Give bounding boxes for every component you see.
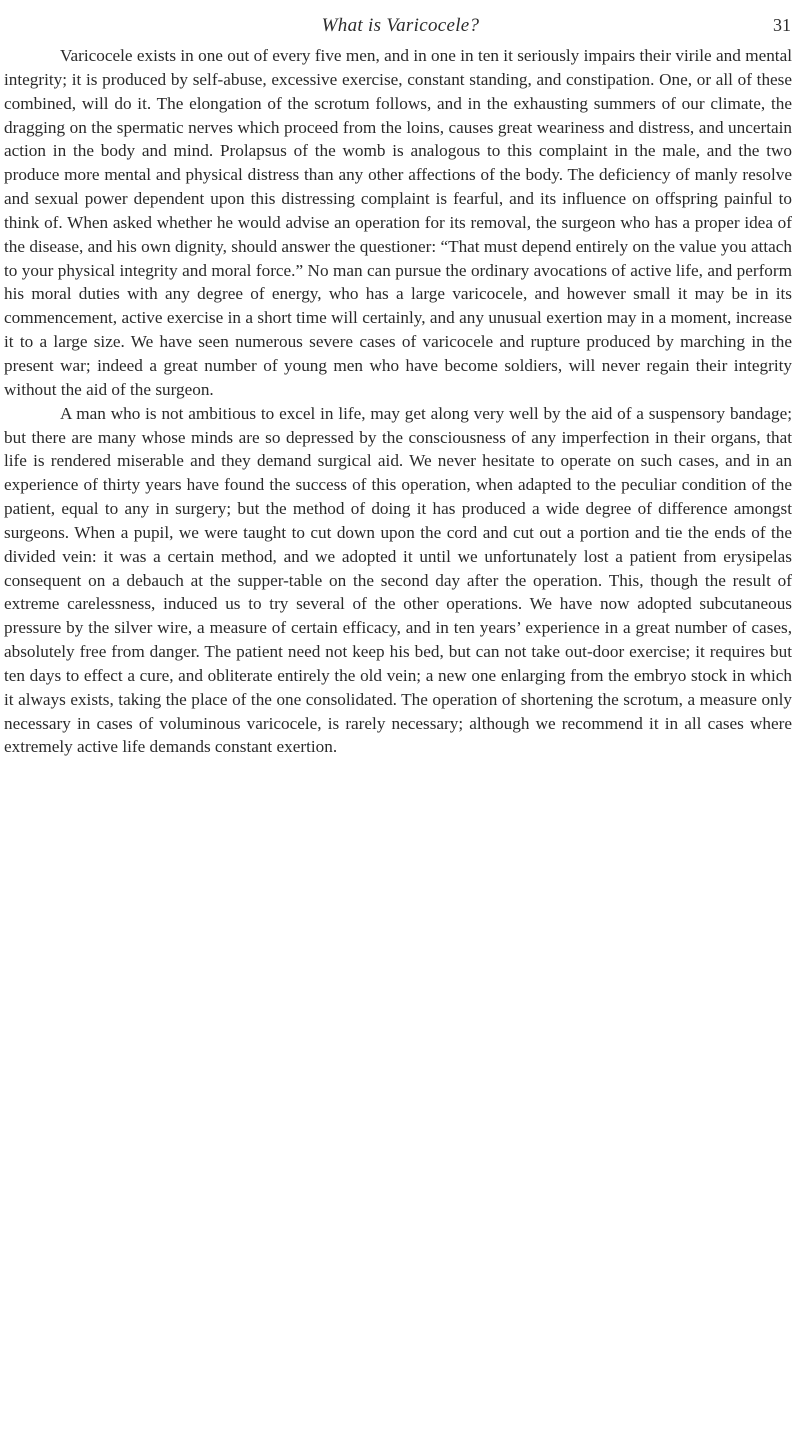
paragraph: Varicocele exists in one out of every five men, and in one in ten it seriously impairs their virile and mental integrity; it is produced by self-abuse, excessive exercise, constant standing, and constipation. One, or all of these combined, will do it. The elongation of the scrotum follows, and in the exhausting summers of our climate, the dragging on the spermatic nerves which proceed from the loins, causes great weariness and distress, and uncertain action in the body and mind. Prolapsus of the womb is analogous to this complaint in the male, and the two produce more mental and physical distress than any other affections of the body. The deficiency of manly resolve and sexual power dependent upon this distressing complaint is fearful, and its influence on offspring painful to think of. When asked whether he would advise an operation for its removal, the surgeon who has a proper idea of the disease, and his own dignity, should answer the questioner: “That must depend entirely on the value you attach to your physical integrity and moral force.” No man can pursue the ordinary avocations of active life, and perform his moral duties with any degree of energy, who has a large varicocele, and however small it may be in its commencement, active exercise in a short time will certainly, and any unusual exertion may in a moment, increase it to a large size. We have seen numerous severe cases of varicocele and rupture produced by marching in the present war; indeed a great number of young men who have become soldiers, will never regain their integrity without the aid of the surgeon. <box>4 46 792 399</box>
running-head <box>0 14 801 38</box>
body-text <box>4 44 792 759</box>
page-number: 31 <box>773 15 791 35</box>
paragraph: A man who is not ambitious to excel in life, may get along very well by the aid of a suspensory bandage; but there are many whose minds are so depressed by the consciousness of any imperfection in their organs, that life is rendered miserable and they demand surgical aid. We never hesitate to operate on such cases, and in an experience of thirty years have found the success of this operation, when adapted to the peculiar condition of the patient, equal to any in surgery; but the method of doing it has produced a wide degree of difference amongst surgeons. When a pupil, we were taught to cut down upon the cord and cut out a portion and tie the ends of the divided vein: it was a certain method, and we adopted it until we unfortunately lost a patient from erysipelas consequent on a debauch at the supper-table on the second day after the operation. This, though the result of extreme carelessness, induced us to try several of the other operations. We have now adopted subcutaneous pressure by the silver wire, a measure of certain efficacy, and in ten years’ experience in a great number of cases, absolutely free from danger. The patient need not keep his bed, but can not take out-door exercise; it requires but ten days to effect a cure, and obliterate entirely the old vein; a new one enlarging from the embryo stock in which it always exists, taking the place of the one consolidated. The operation of shortening the scrotum, a measure only necessary in cases of voluminous varicocele, is rarely necessary; although we recommend it in all cases where extremely active life demands constant exertion. <box>4 403 792 757</box>
running-title: What is Varicocele? <box>321 15 480 36</box>
